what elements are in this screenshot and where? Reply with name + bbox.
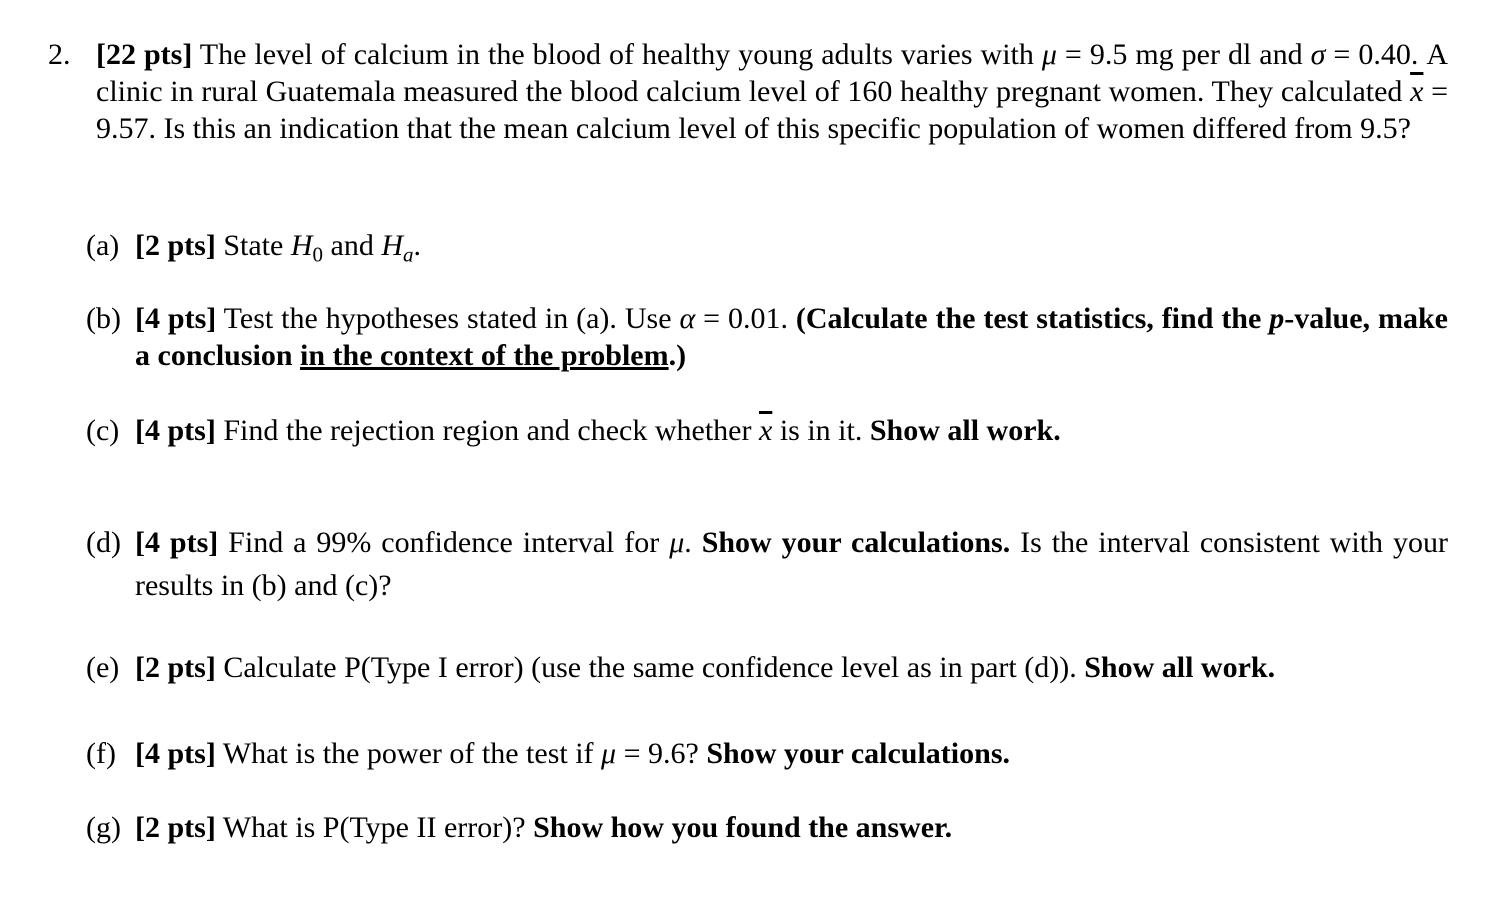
part-letter: (g) bbox=[86, 811, 121, 844]
part-letter: (d) bbox=[86, 526, 121, 559]
part-text: Find a 99% confidence interval for bbox=[218, 526, 670, 559]
part-text: = 9.6? bbox=[616, 737, 707, 770]
part-e bbox=[86, 648, 1448, 688]
part-instruction: .) bbox=[668, 339, 687, 372]
xbar-symbol: $\overline{x}$ bbox=[758, 414, 773, 447]
problem-text: = 9.57. Is this an indication that the mean calcium level of this specific population of women differed from 9.5? bbox=[96, 75, 1448, 145]
mu-symbol: μ bbox=[1041, 38, 1057, 71]
subscript-a: a bbox=[403, 242, 414, 267]
part-points: [4 pts] bbox=[135, 526, 219, 559]
part-text: Calculate P(Type I error) (use the same confidence level as in part (d)). bbox=[215, 651, 1085, 684]
part-instruction: Show how you found the answer. bbox=[533, 811, 953, 844]
part-d bbox=[86, 521, 1448, 607]
part-text: What is P(Type II error)? bbox=[215, 811, 534, 844]
part-c bbox=[86, 411, 1448, 451]
xbar-symbol: $\overline{x}$ bbox=[1410, 75, 1424, 108]
part-instruction: Show all work. bbox=[1084, 651, 1276, 684]
part-text: Test the hypotheses stated in (a). Use bbox=[216, 302, 680, 335]
part-text: What is the power of the test if bbox=[215, 737, 602, 770]
problem-points: [22 pts] bbox=[96, 38, 193, 71]
part-text: is in it. bbox=[772, 414, 870, 447]
part-text: Is the interval consistent with your results in (b) and (c)? bbox=[135, 526, 1448, 602]
mu-symbol: μ bbox=[669, 526, 685, 559]
part-letter: (f) bbox=[86, 737, 116, 770]
part-f bbox=[86, 734, 1448, 774]
part-text: . bbox=[684, 526, 702, 559]
part-text: State bbox=[215, 229, 291, 262]
part-letter: (c) bbox=[86, 414, 120, 447]
h-symbol: H bbox=[290, 229, 313, 262]
part-instruction: Show your calculations. bbox=[706, 737, 1010, 770]
part-points: [4 pts] bbox=[135, 414, 216, 447]
part-letter: (e) bbox=[86, 651, 120, 684]
part-letter: (a) bbox=[86, 229, 120, 262]
problem-2 bbox=[48, 36, 1448, 147]
problem-text: The level of calcium in the blood of healthy young adults varies with bbox=[192, 38, 1042, 71]
problem-text: = 9.5 mg per dl and bbox=[1056, 38, 1311, 71]
h-symbol: H bbox=[381, 229, 404, 262]
subscript-0: 0 bbox=[312, 242, 324, 267]
part-instruction: -value, make a conclusion bbox=[135, 302, 1448, 372]
part-text: and bbox=[323, 229, 382, 262]
part-points: [2 pts] bbox=[135, 651, 216, 684]
part-a bbox=[86, 226, 1448, 266]
part-points: [2 pts] bbox=[135, 811, 216, 844]
part-text: = 0.01. bbox=[695, 302, 796, 335]
mu-symbol: μ bbox=[601, 737, 617, 770]
part-instruction: Show all work. bbox=[869, 414, 1061, 447]
sigma-symbol: σ bbox=[1310, 38, 1326, 71]
part-instruction: (Calculate the test statistics, find the bbox=[795, 302, 1270, 335]
problem-statement bbox=[96, 36, 1448, 147]
part-points: [2 pts] bbox=[135, 229, 216, 262]
part-letter: (b) bbox=[86, 302, 121, 335]
problem-number: 2. bbox=[48, 38, 71, 71]
part-instruction-underlined: in the context of the problem bbox=[300, 339, 669, 372]
part-text: . bbox=[413, 229, 422, 262]
part-instruction: Show your calculations. bbox=[701, 526, 1011, 559]
p-symbol: p bbox=[1269, 302, 1285, 335]
part-b bbox=[86, 300, 1448, 374]
problem-text: = 0.40. A clinic in rural Guatemala measured the blood calcium level of 160 healthy pregnant women. They calculated bbox=[96, 38, 1448, 108]
part-points: [4 pts] bbox=[135, 302, 217, 335]
part-g bbox=[86, 808, 1448, 848]
part-points: [4 pts] bbox=[135, 737, 216, 770]
part-text: Find the rejection region and check whether bbox=[215, 414, 759, 447]
alpha-symbol: α bbox=[679, 302, 696, 335]
